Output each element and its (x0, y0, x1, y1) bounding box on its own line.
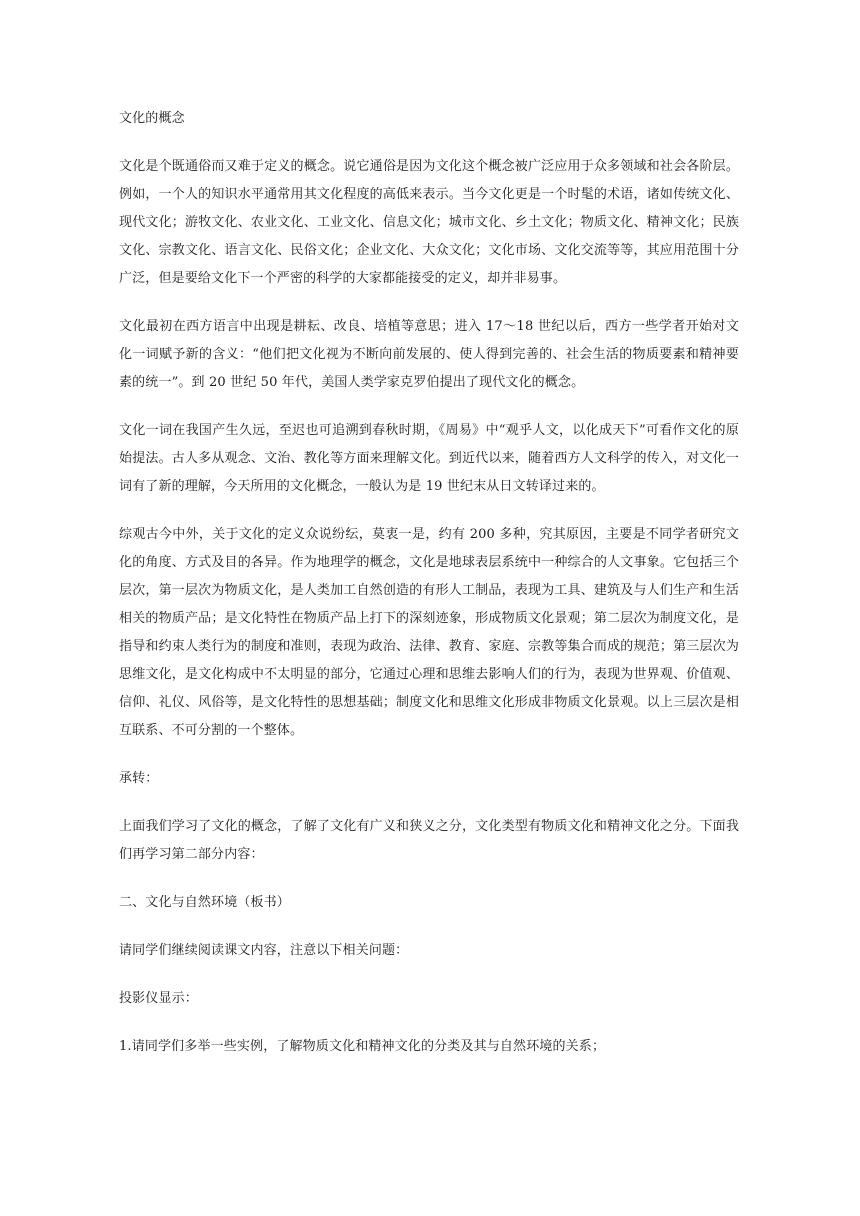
transition-label: 承转： (119, 771, 159, 786)
question-item-1: 1.请同学们多举一些实例，了解物质文化和精神文化的分类及其与自然环境的关系； (119, 1039, 606, 1054)
paragraph-chinese-origin: 文化一词在我国产生久远，至迟也可追溯到春秋时期，《周易》中“观乎人文，以化成天下”可看作文化的原始提法。古人多从观念、文治、教化等方面来理解文化。到近代以来，随着西方人文科学的传入，对文化一词有了新的理解，今天所用的文化概念，一般认为是 19 世纪末从日文转译过来的。 (119, 423, 739, 494)
paragraph-definition: 文化是个既通俗而又难于定义的概念。说它通俗是因为文化这个概念被广泛应用于众多领域和社会各阶层。例如，一个人的知识水平通常用其文化程度的高低来表示。当今文化更是一个时髦的术语，诸如传统文化、现代文化；游牧文化、农业文化、工业文化、信息文化；城市文化、乡土文化；物质文化、精神文化；民族文化、宗教文化、语言文化、民俗文化；企业文化、大众文化；文化市场、文化交流等等，其应用范围十分广泛，但是要给文化下一个严密的科学的大家都能接受的定义，却并非易事。 (119, 159, 739, 286)
instruction-line: 请同学们继续阅读课文内容，注意以下相关问题： (119, 943, 409, 958)
paragraph-western-origin: 文化最初在西方语言中出现是耕耘、改良、培植等意思；进入 17～18 世纪以后，西方一些学者开始对文化一词赋予新的含义：“他们把文化视为不断向前发展的、使人得到完善的、社会生活的物质要素和精神要素的统一”。到 20 世纪 50 年代，美国人类学家克罗伯提出了现代文化的概念。 (119, 319, 739, 390)
paragraph-summary: 上面我们学习了文化的概念，了解了文化有广义和狭义之分，文化类型有物质文化和精神文化之分。下面我们再学习第二部分内容： (119, 819, 739, 862)
projector-label: 投影仪显示： (119, 991, 198, 1006)
section-heading: 文化的概念 (119, 111, 185, 126)
section-heading-2: 二、文化与自然环境（板书） (119, 895, 290, 910)
paragraph-three-levels: 综观古今中外，关于文化的定义众说纷纭，莫衷一是，约有 200 多种，究其原因，主要是不同学者研究文化的角度、方式及目的各异。作为地理学的概念，文化是地球表层系统中一种综合的人文事象。它包括三个层次，第一层次为物质文化，是人类加工自然创造的有形人工制品，表现为工具、建筑及与人们生产和生活相关的物质产品；是文化特性在物质产品上打下的深刻迹象，形成物质文化景观；第二层次为制度文化，是指导和约束人类行为的制度和准则，表现为政治、法律、教育、家庭、宗教等集合而成的规范；第三层次为思维文化，是文化构成中不太明显的部分，它通过心理和思维去影响人们的行为，表现为世界观、价值观、信仰、礼仪、风俗等，是文化特性的思想基础；制度文化和思维文化形成非物质文化景观。以上三层次是相互联系、不可分割的一个整体。 (119, 527, 739, 738)
document-body (119, 105, 739, 1081)
